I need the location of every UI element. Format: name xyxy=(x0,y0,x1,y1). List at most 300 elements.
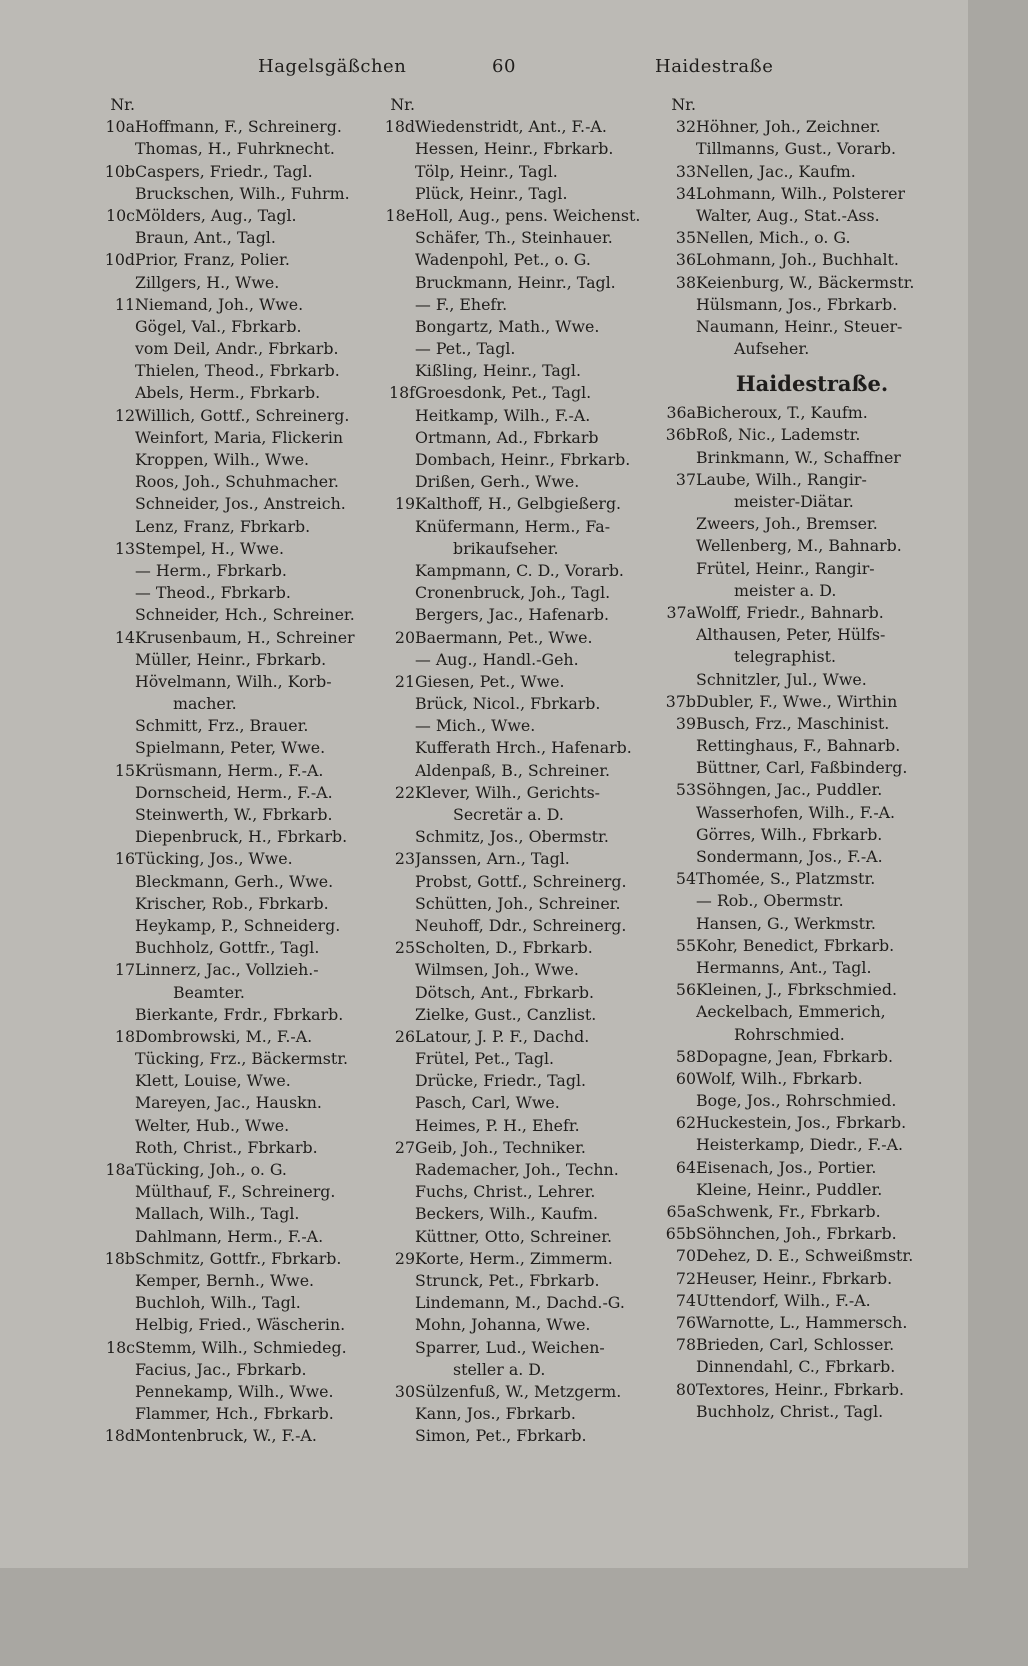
directory-entry xyxy=(652,402,952,424)
resident-text: Drücke, Friedr., Tagl. xyxy=(415,1071,587,1091)
resident-text: Latour, J. P. F., Dachd. xyxy=(415,1026,590,1046)
house-number xyxy=(652,646,696,668)
resident-text: Kufferath Hrch., Hafenarb. xyxy=(415,738,632,758)
house-number: 13 xyxy=(114,538,135,558)
house-number xyxy=(92,427,135,449)
house-number xyxy=(92,1381,135,1403)
directory-entry xyxy=(92,1359,392,1381)
house-number xyxy=(652,513,696,535)
directory-entry xyxy=(652,691,952,713)
house-number: 74 xyxy=(675,1290,696,1310)
house-number xyxy=(652,580,696,602)
resident-text: macher. xyxy=(173,694,237,714)
entry-continuation xyxy=(92,693,392,715)
entry-continuation xyxy=(652,646,952,668)
directory-entry xyxy=(652,735,952,757)
entry-continuation xyxy=(372,804,672,826)
house-number xyxy=(92,338,135,360)
directory-entry xyxy=(372,627,672,649)
directory-entry xyxy=(92,427,392,449)
resident-text: Küttner, Otto, Schreiner. xyxy=(415,1226,613,1246)
directory-entry xyxy=(372,1004,672,1026)
house-number xyxy=(372,1070,415,1092)
resident-text: Wilmsen, Joh., Wwe. xyxy=(415,960,579,980)
house-number xyxy=(372,1203,415,1225)
entry-continuation xyxy=(372,538,672,560)
directory-entry xyxy=(92,516,392,538)
resident-text: Knüfermann, Herm., Fa- xyxy=(415,516,611,536)
house-number xyxy=(92,871,135,893)
house-number xyxy=(92,516,135,538)
resident-text: Nellen, Jac., Kaufm. xyxy=(696,161,856,181)
resident-text: Roß, Nic., Lademstr. xyxy=(696,425,861,445)
house-number xyxy=(92,1092,135,1114)
house-number: 18d xyxy=(384,117,415,137)
house-number xyxy=(372,360,415,382)
resident-text: Buchholz, Gottfr., Tagl. xyxy=(135,938,320,958)
directory-entry xyxy=(92,205,392,227)
house-number xyxy=(92,737,135,759)
house-number xyxy=(652,1356,696,1378)
resident-text: Brück, Nicol., Fbrkarb. xyxy=(415,694,601,714)
house-number xyxy=(372,316,415,338)
directory-entry xyxy=(652,138,952,160)
resident-text: Mareyen, Jac., Hauskn. xyxy=(135,1093,322,1113)
directory-entry xyxy=(652,802,952,824)
resident-text: Walter, Aug., Stat.-Ass. xyxy=(696,205,880,225)
house-number xyxy=(652,957,696,979)
house-number: 14 xyxy=(114,627,135,647)
directory-entry xyxy=(652,1001,952,1023)
house-number xyxy=(652,735,696,757)
resident-text: Dinnendahl, C., Fbrkarb. xyxy=(696,1357,896,1377)
house-number: 65b xyxy=(665,1224,696,1244)
resident-text: Beamter. xyxy=(173,982,245,1002)
directory-entry xyxy=(372,405,672,427)
resident-text: Bruckmann, Heinr., Tagl. xyxy=(415,272,616,292)
directory-entry xyxy=(652,535,952,557)
resident-text: Frütel, Heinr., Rangir- xyxy=(696,558,875,578)
resident-text: Helbig, Fried., Wäscherin. xyxy=(135,1315,346,1335)
resident-text: Pennekamp, Wilh., Wwe. xyxy=(135,1381,334,1401)
resident-text: Montenbruck, W., F.-A. xyxy=(135,1426,317,1446)
resident-text: Schneider, Jos., Anstreich. xyxy=(135,494,346,514)
directory-entry xyxy=(92,959,392,981)
house-number xyxy=(652,669,696,691)
house-number: Nr. xyxy=(671,95,696,114)
entry-continuation xyxy=(652,580,952,602)
resident-text: Groesdonk, Pet., Tagl. xyxy=(415,383,592,403)
resident-text: Heitkamp, Wilh., F.-A. xyxy=(415,405,591,425)
house-number: Nr. xyxy=(110,95,135,114)
directory-entry xyxy=(652,227,952,249)
directory-entry xyxy=(92,848,392,870)
column-1 xyxy=(92,94,392,1447)
house-number xyxy=(652,535,696,557)
resident-text: Dombach, Heinr., Fbrkarb. xyxy=(415,450,631,469)
directory-entry xyxy=(92,760,392,782)
directory-entry xyxy=(652,94,952,116)
resident-text: Roos, Joh., Schuhmacher. xyxy=(135,472,339,492)
resident-text: meister a. D. xyxy=(734,580,837,600)
resident-text: Mallach, Wilh., Tagl. xyxy=(135,1204,300,1224)
resident-text: Baermann, Pet., Wwe. xyxy=(415,627,593,647)
house-number xyxy=(372,693,415,715)
directory-entry xyxy=(372,715,672,737)
resident-text: Tillmanns, Gust., Vorarb. xyxy=(696,139,897,159)
column-3-entries-bottom xyxy=(652,402,952,1423)
house-number: 37b xyxy=(665,691,696,711)
house-number: 18d xyxy=(104,1426,135,1446)
resident-text: Bicheroux, T., Kaufm. xyxy=(696,403,868,423)
house-number xyxy=(372,1115,415,1137)
house-number xyxy=(92,1292,135,1314)
directory-entry xyxy=(652,1068,952,1090)
resident-text: Büttner, Carl, Faßbinderg. xyxy=(696,758,908,778)
directory-entry xyxy=(92,560,392,582)
directory-entry xyxy=(92,804,392,826)
house-number xyxy=(372,1226,415,1248)
resident-text: Keienburg, W., Bäckermstr. xyxy=(696,272,915,292)
house-number: 36a xyxy=(666,403,696,423)
house-number xyxy=(652,447,696,469)
directory-entry xyxy=(372,338,672,360)
resident-text: Heisterkamp, Diedr., F.-A. xyxy=(696,1135,904,1155)
directory-entry xyxy=(372,516,672,538)
resident-text: Cronenbruck, Joh., Tagl. xyxy=(415,583,611,603)
house-number: 72 xyxy=(675,1268,696,1288)
directory-entry xyxy=(372,848,672,870)
resident-text: Schütten, Joh., Schreiner. xyxy=(415,893,621,913)
directory-entry xyxy=(372,1425,672,1447)
house-number: 36b xyxy=(665,425,696,445)
house-number xyxy=(92,915,135,937)
directory-entry xyxy=(372,982,672,1004)
directory-entry xyxy=(372,1403,672,1425)
resident-text: Kleinen, J., Fbrkschmied. xyxy=(696,980,898,1000)
directory-entry xyxy=(372,316,672,338)
resident-text: Bierkante, Frdr., Fbrkarb. xyxy=(135,1004,344,1024)
house-number xyxy=(92,1403,135,1425)
directory-entry xyxy=(92,1070,392,1092)
directory-entry xyxy=(372,1048,672,1070)
directory-entry xyxy=(92,360,392,382)
directory-entry xyxy=(652,624,952,646)
resident-text: Rademacher, Joh., Techn. xyxy=(415,1160,619,1179)
directory-entry xyxy=(372,1070,672,1092)
house-number xyxy=(372,1004,415,1026)
house-number xyxy=(92,272,135,294)
house-number: 35 xyxy=(675,228,696,248)
directory-entry xyxy=(372,760,672,782)
house-number: 62 xyxy=(675,1113,696,1133)
directory-entry xyxy=(92,471,392,493)
directory-entry xyxy=(652,979,952,1001)
directory-entry xyxy=(372,671,672,693)
house-number xyxy=(92,560,135,582)
directory-entry xyxy=(92,1137,392,1159)
resident-text: Dubler, F., Wwe., Wirthin xyxy=(696,691,898,711)
resident-text: Aeckelbach, Emmerich, xyxy=(696,1002,886,1022)
directory-entry xyxy=(92,782,392,804)
house-number xyxy=(652,316,696,338)
page-number: 60 xyxy=(492,56,516,77)
resident-text: Hövelmann, Wilh., Korb- xyxy=(135,671,332,691)
directory-entry xyxy=(92,1159,392,1181)
house-number xyxy=(92,1359,135,1381)
directory-entry xyxy=(92,1314,392,1336)
house-number xyxy=(372,1359,415,1381)
directory-entry xyxy=(372,1248,672,1270)
house-number xyxy=(92,715,135,737)
house-number xyxy=(92,582,135,604)
entry-continuation xyxy=(652,491,952,513)
resident-text: Bruckschen, Wilh., Fuhrm. xyxy=(135,183,350,203)
directory-entry xyxy=(372,604,672,626)
house-number xyxy=(652,1001,696,1023)
house-number xyxy=(372,737,415,759)
resident-text: Kann, Jos., Fbrkarb. xyxy=(415,1404,576,1424)
house-number xyxy=(92,937,135,959)
house-number xyxy=(372,959,415,981)
house-number: 25 xyxy=(394,938,415,958)
resident-text: Kleine, Heinr., Puddler. xyxy=(696,1179,883,1199)
directory-entry xyxy=(652,249,952,271)
house-number xyxy=(92,138,135,160)
directory-entry xyxy=(652,116,952,138)
house-number xyxy=(652,294,696,316)
house-number xyxy=(652,205,696,227)
resident-text: Krüsmann, Herm., F.-A. xyxy=(135,760,324,780)
directory-entry xyxy=(372,1115,672,1137)
house-number xyxy=(652,802,696,824)
house-number xyxy=(92,1115,135,1137)
directory-entry xyxy=(92,582,392,604)
house-number xyxy=(372,893,415,915)
directory-entry xyxy=(92,405,392,427)
resident-text: Braun, Ant., Tagl. xyxy=(135,228,276,248)
house-number: 53 xyxy=(675,780,696,800)
directory-entry xyxy=(92,294,392,316)
resident-text: Fuchs, Christ., Lehrer. xyxy=(415,1182,596,1202)
resident-text: Simon, Pet., Fbrkarb. xyxy=(415,1426,587,1446)
resident-text: Althausen, Peter, Hülfs- xyxy=(696,625,886,645)
house-number xyxy=(92,1048,135,1070)
house-number: 55 xyxy=(675,935,696,955)
house-number xyxy=(372,915,415,937)
house-number: 21 xyxy=(394,671,415,691)
resident-text: Schwenk, Fr., Fbrkarb. xyxy=(696,1202,881,1221)
resident-text: Stempel, H., Wwe. xyxy=(135,538,285,558)
house-number: 34 xyxy=(675,183,696,203)
resident-text: Hülsmann, Jos., Fbrkarb. xyxy=(696,294,898,314)
house-number xyxy=(372,249,415,271)
resident-text: Wiedenstridt, Ant., F.-A. xyxy=(415,117,607,137)
house-number: 10b xyxy=(104,161,135,181)
resident-text: Mülthauf, F., Schreinerg. xyxy=(135,1182,336,1202)
resident-text: Kohr, Benedict, Fbrkarb. xyxy=(696,935,895,955)
resident-text: Abels, Herm., Fbrkarb. xyxy=(135,383,321,403)
house-number xyxy=(92,782,135,804)
house-number: 23 xyxy=(394,849,415,869)
house-number: 58 xyxy=(675,1046,696,1066)
house-number: 11 xyxy=(114,294,135,314)
house-number: 64 xyxy=(675,1157,696,1177)
directory-entry xyxy=(92,1026,392,1048)
house-number: 54 xyxy=(675,869,696,889)
directory-entry xyxy=(652,846,952,868)
resident-text: Tücking, Frz., Bäckermstr. xyxy=(135,1049,349,1069)
house-number xyxy=(92,826,135,848)
directory-entry xyxy=(652,602,952,624)
resident-text: Lenz, Franz, Fbrkarb. xyxy=(135,516,311,536)
house-number xyxy=(92,893,135,915)
directory-entry xyxy=(372,1092,672,1114)
house-number xyxy=(372,1048,415,1070)
resident-text: Thielen, Theod., Fbrkarb. xyxy=(135,361,340,381)
directory-entry xyxy=(372,382,672,404)
column-3 xyxy=(652,94,952,1423)
directory-entry xyxy=(372,782,672,804)
directory-entry xyxy=(652,1290,952,1312)
house-number xyxy=(372,1314,415,1336)
resident-text: Plück, Heinr., Tagl. xyxy=(415,183,568,203)
house-number xyxy=(372,604,415,626)
resident-text: Secretär a. D. xyxy=(453,805,564,824)
house-number xyxy=(372,449,415,471)
resident-text: Janssen, Arn., Tagl. xyxy=(415,849,570,869)
resident-text: Aldenpaß, B., Schreiner. xyxy=(415,760,611,780)
house-number xyxy=(92,1181,135,1203)
directory-entry xyxy=(652,1134,952,1156)
resident-text: Bongartz, Math., Wwe. xyxy=(415,316,600,336)
directory-entry xyxy=(92,1425,392,1447)
resident-text: Klever, Wilh., Gerichts- xyxy=(415,782,601,802)
resident-text: Weinfort, Maria, Flickerin xyxy=(135,427,344,447)
resident-text: Heimes, P. H., Ehefr. xyxy=(415,1115,580,1135)
house-number xyxy=(372,1181,415,1203)
house-number: 15 xyxy=(114,760,135,780)
house-number: 27 xyxy=(394,1137,415,1157)
resident-text: Kampmann, C. D., Vorarb. xyxy=(415,560,624,580)
directory-entry xyxy=(372,138,672,160)
house-number xyxy=(652,491,696,513)
house-number: 65a xyxy=(666,1202,696,1221)
page-header xyxy=(0,56,968,84)
house-number: 18a xyxy=(105,1160,135,1179)
directory-entry xyxy=(652,447,952,469)
resident-text: Heykamp, P., Schneiderg. xyxy=(135,915,341,935)
directory-entry xyxy=(372,1270,672,1292)
resident-text: Brieden, Carl, Schlosser. xyxy=(696,1335,895,1355)
directory-entry xyxy=(92,1381,392,1403)
resident-text: Linnerz, Jac., Vollzieh.- xyxy=(135,960,319,980)
house-number xyxy=(652,824,696,846)
house-number: 33 xyxy=(675,161,696,181)
directory-entry xyxy=(652,779,952,801)
house-number: 26 xyxy=(394,1026,415,1046)
directory-entry xyxy=(652,1179,952,1201)
house-number xyxy=(92,693,135,715)
resident-text: Söhngen, Jac., Puddler. xyxy=(696,780,883,800)
resident-text: Tücking, Jos., Wwe. xyxy=(135,849,293,869)
resident-text: Giesen, Pet., Wwe. xyxy=(415,671,565,691)
resident-text: Caspers, Friedr., Tagl. xyxy=(135,161,313,181)
resident-text: Sondermann, Jos., F.-A. xyxy=(696,847,883,866)
resident-text: Krischer, Rob., Fbrkarb. xyxy=(135,893,329,913)
resident-text: Naumann, Heinr., Steuer- xyxy=(696,316,903,336)
house-number xyxy=(652,1179,696,1201)
house-number: 17 xyxy=(114,960,135,980)
directory-entry xyxy=(372,1203,672,1225)
directory-entry xyxy=(92,449,392,471)
resident-text: Krusenbaum, H., Schreiner xyxy=(135,627,355,647)
directory-entry xyxy=(652,1268,952,1290)
house-number xyxy=(92,649,135,671)
directory-entry xyxy=(92,671,392,693)
resident-text: Lindemann, M., Dachd.-G. xyxy=(415,1293,625,1313)
directory-entry xyxy=(652,205,952,227)
resident-text: Roth, Christ., Fbrkarb. xyxy=(135,1137,318,1157)
house-number xyxy=(652,338,696,360)
resident-text: Laube, Wilh., Rangir- xyxy=(696,469,867,489)
directory-entry xyxy=(92,382,392,404)
house-number xyxy=(372,183,415,205)
resident-text: Gögel, Val., Fbrkarb. xyxy=(135,316,302,336)
resident-text: Prior, Franz, Polier. xyxy=(135,250,290,270)
resident-text: Welter, Hub., Wwe. xyxy=(135,1115,290,1135)
house-number xyxy=(372,582,415,604)
resident-text: — Aug., Handl.-Geh. xyxy=(415,649,579,669)
house-number xyxy=(372,1270,415,1292)
house-number: Nr. xyxy=(390,95,415,114)
resident-text: Dahlmann, Herm., F.-A. xyxy=(135,1226,324,1246)
resident-text: Wasserhofen, Wilh., F.-A. xyxy=(696,802,896,822)
house-number: 76 xyxy=(675,1312,696,1332)
directory-entry xyxy=(372,582,672,604)
directory-entry xyxy=(372,1337,672,1359)
directory-entry xyxy=(652,558,952,580)
house-number xyxy=(652,1090,696,1112)
directory-entry xyxy=(92,1292,392,1314)
house-number xyxy=(372,427,415,449)
resident-text: Boge, Jos., Rohrschmied. xyxy=(696,1091,897,1111)
resident-text: Söhnchen, Joh., Fbrkarb. xyxy=(696,1224,897,1244)
resident-text: Zweers, Joh., Bremser. xyxy=(696,514,878,534)
directory-entry xyxy=(652,183,952,205)
directory-entry xyxy=(372,183,672,205)
house-number xyxy=(372,138,415,160)
resident-text: Lohmann, Wilh., Polsterer xyxy=(696,183,906,203)
house-number xyxy=(652,890,696,912)
resident-text: Nellen, Mich., o. G. xyxy=(696,228,851,248)
resident-text: Frütel, Pet., Tagl. xyxy=(415,1049,555,1069)
house-number: 70 xyxy=(675,1246,696,1266)
directory-entry xyxy=(92,493,392,515)
directory-entry xyxy=(652,868,952,890)
house-number: 18 xyxy=(114,1026,135,1046)
resident-text: Eisenach, Jos., Portier. xyxy=(696,1157,877,1177)
directory-entry xyxy=(652,890,952,912)
resident-text: Schnitzler, Jul., Wwe. xyxy=(696,669,867,689)
resident-text: Wolff, Friedr., Bahnarb. xyxy=(696,602,884,622)
section-title: Haidestraße. xyxy=(735,371,889,397)
directory-entry xyxy=(652,1223,952,1245)
directory-entry xyxy=(92,1181,392,1203)
house-number: 36 xyxy=(675,250,696,270)
header-street-left: Hagelsgäßchen xyxy=(258,56,407,77)
directory-entry xyxy=(92,1115,392,1137)
